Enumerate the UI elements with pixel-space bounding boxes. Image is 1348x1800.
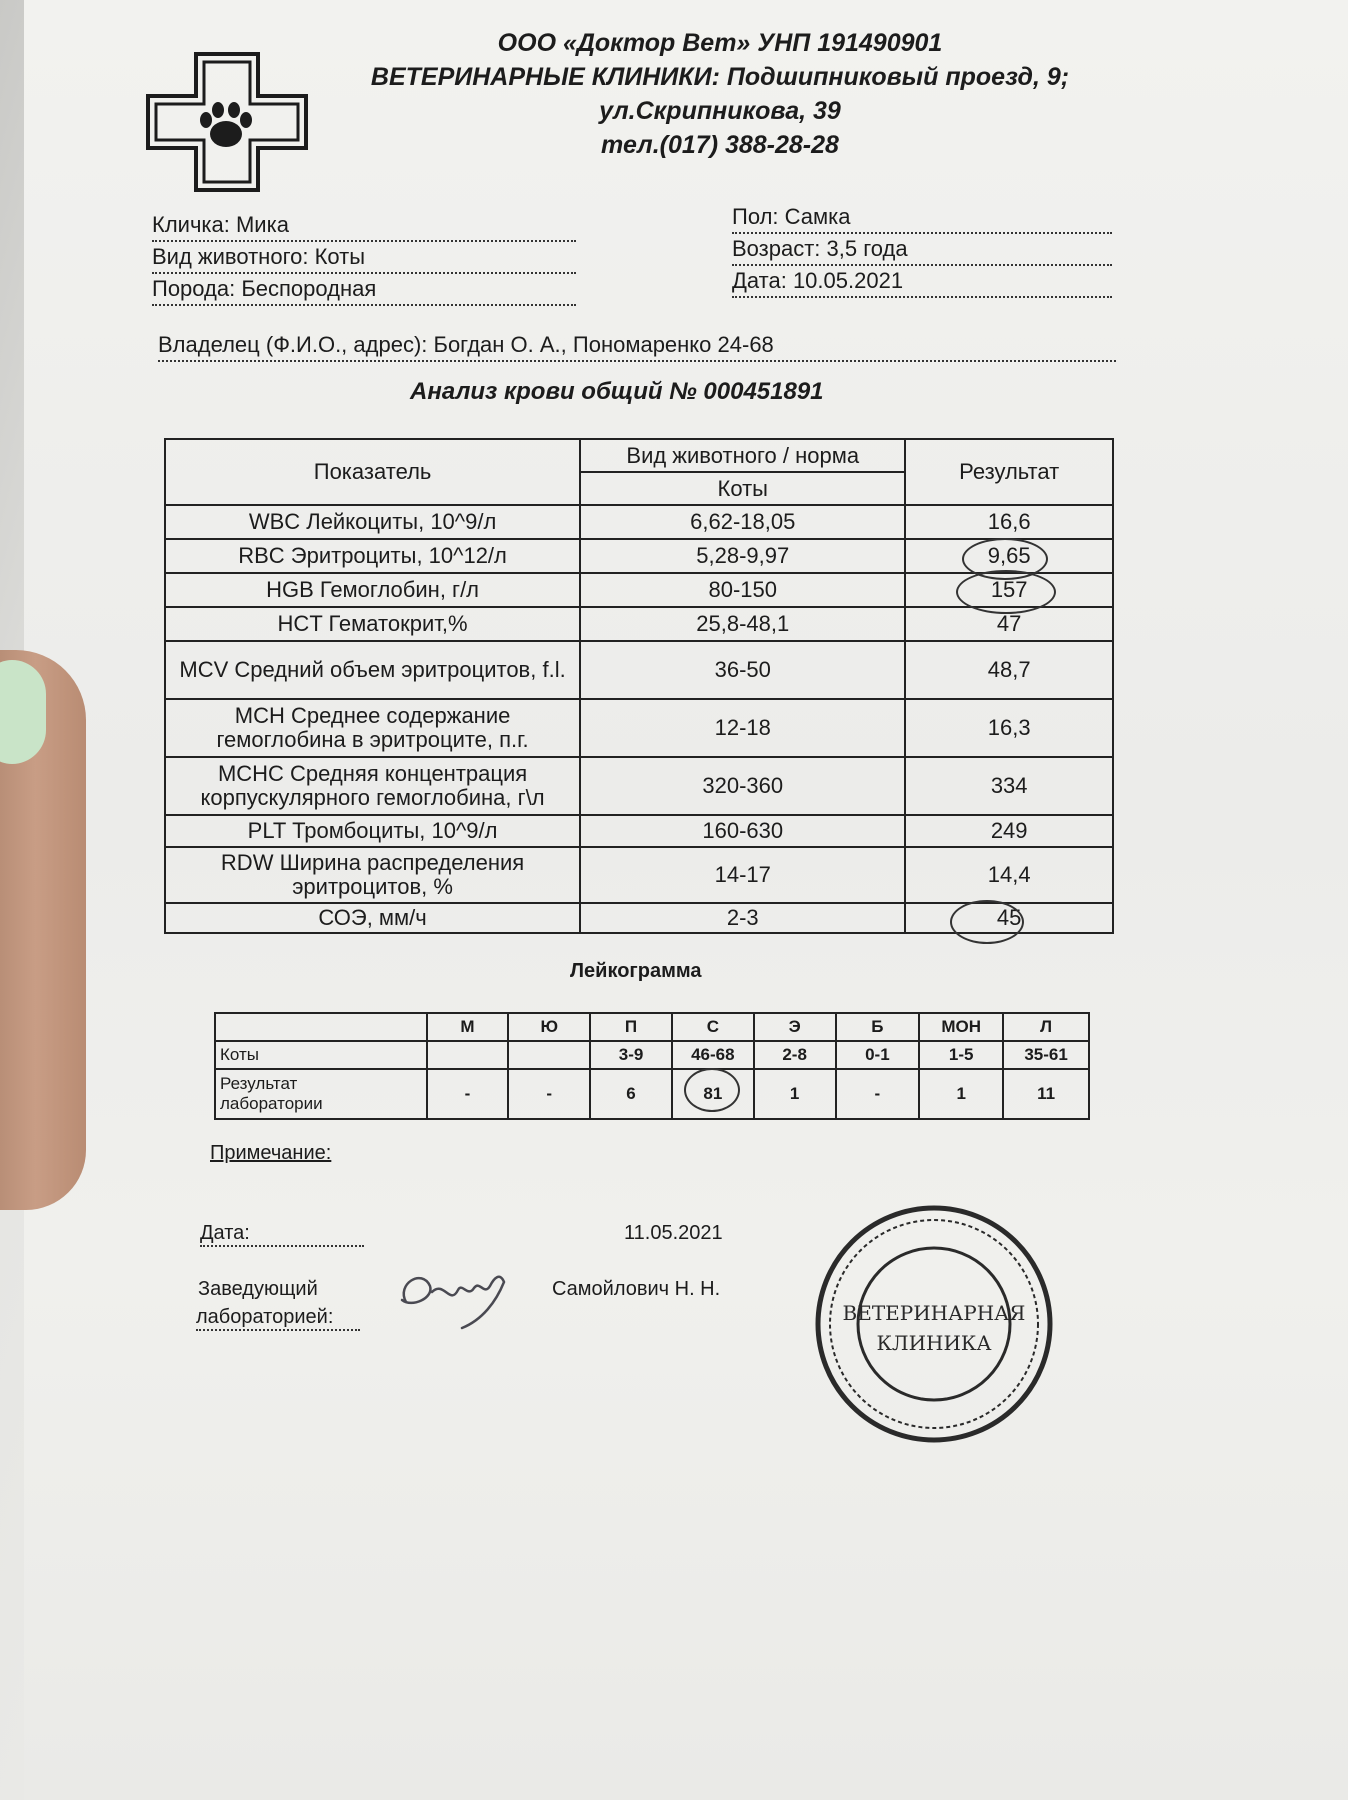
header-line-4: тел.(017) 388-28-28 [601, 131, 839, 159]
pet-breed: Порода: Беспородная [152, 276, 576, 306]
leuko-result-cell: 81 [672, 1069, 754, 1119]
row-norm: 12-18 [580, 699, 905, 757]
table-row [165, 815, 1113, 847]
row-norm: 36-50 [580, 641, 905, 699]
pet-age: Возраст: 3,5 года [732, 236, 1112, 266]
header-line-3: ул.Скрипникова, 39 [599, 97, 841, 125]
stamp-seal-icon [812, 1202, 1056, 1446]
leukogram-table [214, 1012, 1090, 1120]
row-norm: 320-360 [580, 757, 905, 815]
stamp-text-2: КЛИНИКА [876, 1331, 992, 1355]
row-name: MCH Среднее содержание гемоглобина в эритроците, п.г. [165, 699, 580, 757]
pet-sex: Пол: Самка [732, 204, 1112, 234]
leuko-result-cell: 1 [919, 1069, 1003, 1119]
col-species: Коты [580, 472, 905, 505]
row-norm: 2-3 [580, 903, 905, 933]
row-result: 45 [905, 903, 1113, 933]
leuko-result-cell: 11 [1003, 1069, 1089, 1119]
leuko-col-m: М [427, 1013, 509, 1041]
row-norm: 6,62-18,05 [580, 505, 905, 539]
handwritten-circle-hgb [956, 570, 1056, 614]
row-norm: 80-150 [580, 573, 905, 607]
analysis-title: Анализ крови общий № 000451891 [410, 378, 824, 405]
table-row [165, 505, 1113, 539]
row-result: 47 [905, 607, 1113, 641]
leuko-norm-row [215, 1041, 1089, 1069]
leuko-norm-cell: 3-9 [590, 1041, 672, 1069]
row-name: СОЭ, мм/ч [165, 903, 580, 933]
row-result: 14,4 [905, 847, 1113, 903]
leuko-result-cell: - [836, 1069, 920, 1119]
row-result: 249 [905, 815, 1113, 847]
leuko-col-s: С [672, 1013, 754, 1041]
leuko-col-mon: МОН [919, 1013, 1003, 1041]
leuko-col-e: Э [754, 1013, 836, 1041]
owner: Владелец (Ф.И.О., адрес): Богдан О. А., Пономаренко 24-68 [158, 332, 1116, 362]
handwritten-circle-esr [950, 900, 1024, 944]
row-result: 9,65 [905, 539, 1113, 573]
leuko-col-yu: Ю [508, 1013, 590, 1041]
row-name: MCHC Средняя концентрация корпускулярного гемоглобина, г\л [165, 757, 580, 815]
leuko-col-b: Б [836, 1013, 920, 1041]
leuko-norm-cell [508, 1041, 590, 1069]
signature [392, 1262, 512, 1338]
leuko-norm-cell: 0-1 [836, 1041, 920, 1069]
table-row [165, 757, 1113, 815]
stamp-text-1: ВЕТЕРИНАРНАЯ [842, 1301, 1026, 1325]
leukogram-title: Лейкограмма [570, 960, 702, 982]
leuko-result-cell: - [427, 1069, 509, 1119]
leuko-col-p: П [590, 1013, 672, 1041]
row-result: 157 [905, 573, 1113, 607]
leuko-norm-cell: 46-68 [672, 1041, 754, 1069]
row-result: 16,3 [905, 699, 1113, 757]
row-name: HCT Гематокрит,% [165, 607, 580, 641]
table-row [165, 699, 1113, 757]
table-row [165, 847, 1113, 903]
leuko-result-label-line-1: Результат [220, 1074, 298, 1093]
col-indicator: Показатель [165, 439, 580, 505]
row-name: RDW Ширина распределения эритроцитов, % [165, 847, 580, 903]
fingernail [0, 660, 46, 764]
sign-date-value: 11.05.2021 [624, 1222, 723, 1244]
leuko-norm-label: Коты [215, 1041, 427, 1069]
leuko-col-l: Л [1003, 1013, 1089, 1041]
leuko-result-row [215, 1069, 1089, 1119]
leuko-result-label-line-2: лаборатории [220, 1094, 323, 1113]
leuko-norm-cell: 2-8 [754, 1041, 836, 1069]
row-name: PLT Тромбоциты, 10^9/л [165, 815, 580, 847]
clinic-header [330, 26, 1110, 162]
pet-name: Кличка: Мика [152, 212, 576, 242]
row-norm: 25,8-48,1 [580, 607, 905, 641]
header-line-2: ВЕТЕРИНАРНЫЕ КЛИНИКИ: Подшипниковый проезд, 9; [370, 63, 1070, 91]
leuko-result-cell: 6 [590, 1069, 672, 1119]
row-result: 334 [905, 757, 1113, 815]
head-label-line-1: Заведующий [198, 1278, 318, 1300]
leuko-header-row [215, 1013, 1089, 1041]
blood-test-table [164, 438, 1114, 934]
exam-date: Дата: 10.05.2021 [732, 268, 1112, 298]
leuko-result-cell: - [508, 1069, 590, 1119]
leuko-norm-cell: 35-61 [1003, 1041, 1089, 1069]
pet-species: Вид животного: Коты [152, 244, 576, 274]
row-name: HGB Гемоглобин, г/л [165, 573, 580, 607]
row-norm: 14-17 [580, 847, 905, 903]
leuko-result-cell: 1 [754, 1069, 836, 1119]
head-name: Самойлович Н. Н. [552, 1278, 721, 1300]
col-result: Результат [905, 439, 1113, 505]
row-name: MCV Средний объем эритроцитов, f.l. [165, 641, 580, 699]
leuko-corner [215, 1013, 427, 1041]
row-name: RBC Эритроциты, 10^12/л [165, 539, 580, 573]
row-result: 48,7 [905, 641, 1113, 699]
leuko-norm-cell: 1-5 [919, 1041, 1003, 1069]
col-norm: Вид животного / норма [580, 439, 905, 472]
sign-date-label: Дата: [200, 1222, 364, 1247]
table-row [165, 641, 1113, 699]
handwritten-circle-segmented [684, 1068, 740, 1112]
leuko-norm-cell [427, 1041, 509, 1069]
row-norm: 160-630 [580, 815, 905, 847]
clinic-logo-icon [144, 50, 310, 194]
row-name: WBC Лейкоциты, 10^9/л [165, 505, 580, 539]
leuko-result-label [215, 1069, 427, 1119]
clinic-stamp [812, 1202, 1056, 1446]
note-label: Примечание: [210, 1142, 332, 1164]
row-norm: 5,28-9,97 [580, 539, 905, 573]
table-row [165, 607, 1113, 641]
row-result: 16,6 [905, 505, 1113, 539]
header-line-1: ООО «Доктор Вет» УНП 191490901 [497, 29, 943, 57]
head-label-line-2: лабораторией: [196, 1306, 360, 1331]
